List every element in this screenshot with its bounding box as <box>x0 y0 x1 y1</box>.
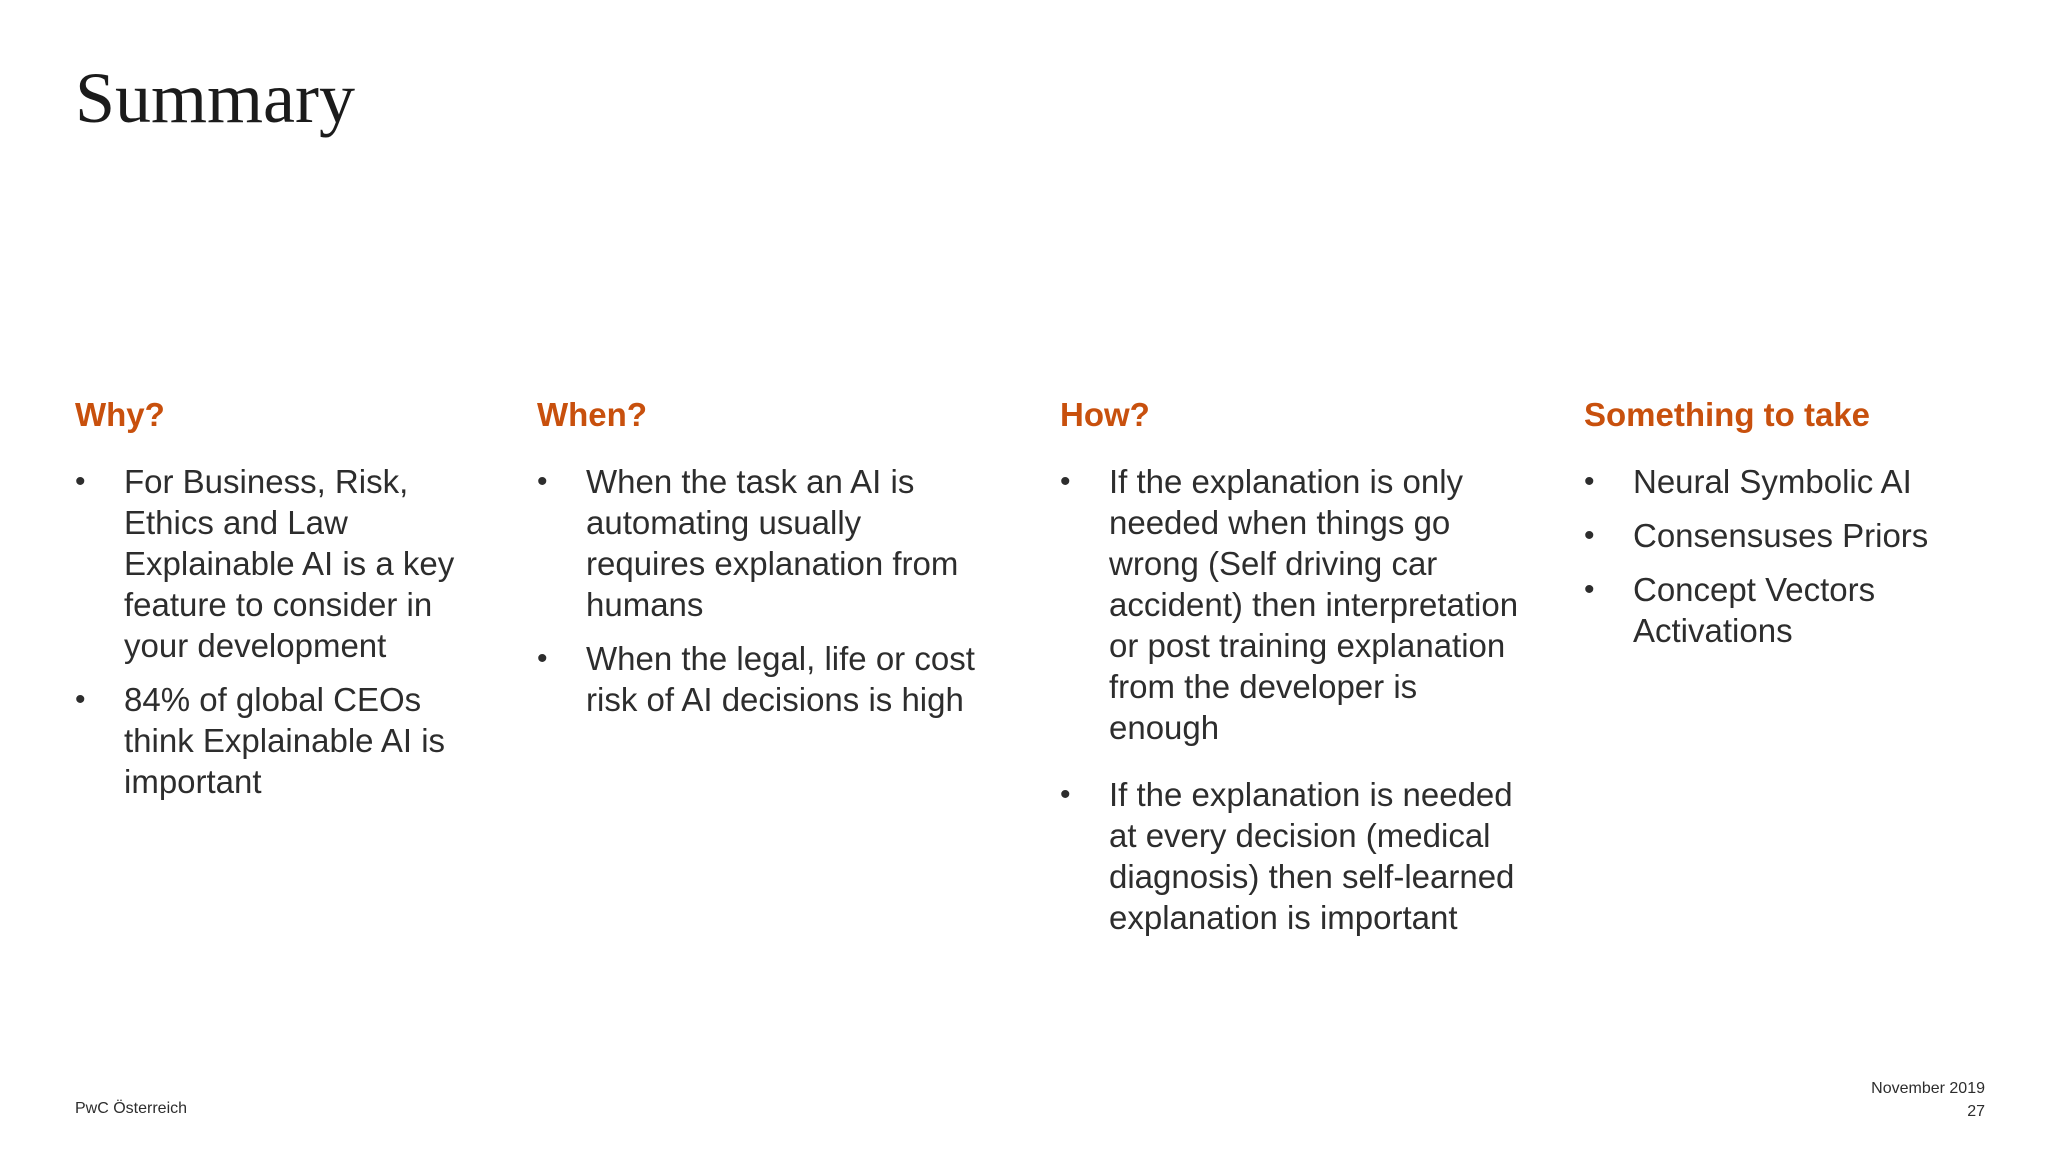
column-how <box>1060 395 1520 964</box>
list-item <box>1584 569 2004 651</box>
column-heading-when: When? <box>537 396 647 433</box>
bullet-list-why <box>75 461 495 802</box>
bullet-icon: • <box>1584 518 1595 552</box>
bullet-text: When the legal, life or cost risk of AI decisions is high <box>586 639 975 718</box>
bullet-text: Consensuses Priors <box>1633 516 1929 554</box>
list-item <box>75 461 495 666</box>
bullet-text: When the task an AI is automating usually requires explanation from humans <box>586 462 959 623</box>
bullet-icon: • <box>537 641 548 675</box>
bullet-text: If the explanation is needed at every decision (medical diagnosis) then self-learned explanation is important <box>1109 775 1515 936</box>
list-item <box>1060 461 1520 748</box>
list-item <box>537 461 977 625</box>
column-when <box>537 395 977 733</box>
footer-company: PwC Österreich <box>75 1100 188 1117</box>
bullet-list-take <box>1584 461 2004 651</box>
footer-date: November 2019 <box>1871 1080 1985 1097</box>
bullet-icon: • <box>75 464 86 498</box>
list-item <box>1584 461 2004 502</box>
list-item <box>1584 515 2004 556</box>
bullet-text: Neural Symbolic AI <box>1633 462 1912 500</box>
list-item <box>537 638 977 720</box>
column-something-to-take <box>1584 395 2004 664</box>
bullet-icon: • <box>1060 777 1071 811</box>
bullet-list-how <box>1060 461 1520 938</box>
bullet-text: If the explanation is only needed when things go wrong (Self driving car accident) then interpretation or post training explanation from the developer is enough <box>1109 462 1519 746</box>
bullet-icon: • <box>1060 464 1071 498</box>
footer-meta <box>1871 1077 1985 1123</box>
bullet-icon: • <box>75 682 86 716</box>
column-why <box>75 395 495 815</box>
bullet-icon: • <box>1584 464 1595 498</box>
list-item <box>1060 774 1520 938</box>
footer-page-number: 27 <box>1967 1103 1985 1120</box>
bullet-icon: • <box>1584 572 1595 606</box>
column-heading-how: How? <box>1060 396 1150 433</box>
bullet-text: For Business, Risk, Ethics and Law Explainable AI is a key feature to consider in your development <box>124 462 455 664</box>
bullet-list-when <box>537 461 977 720</box>
bullet-text: Concept Vectors Activations <box>1633 570 1876 649</box>
bullet-icon: • <box>537 464 548 498</box>
column-heading-why: Why? <box>75 396 165 433</box>
list-item <box>75 679 495 802</box>
column-heading-take: Something to take <box>1584 396 1871 433</box>
bullet-text: 84% of global CEOs think Explainable AI is important <box>124 680 446 800</box>
slide-title: Summary <box>75 58 355 138</box>
